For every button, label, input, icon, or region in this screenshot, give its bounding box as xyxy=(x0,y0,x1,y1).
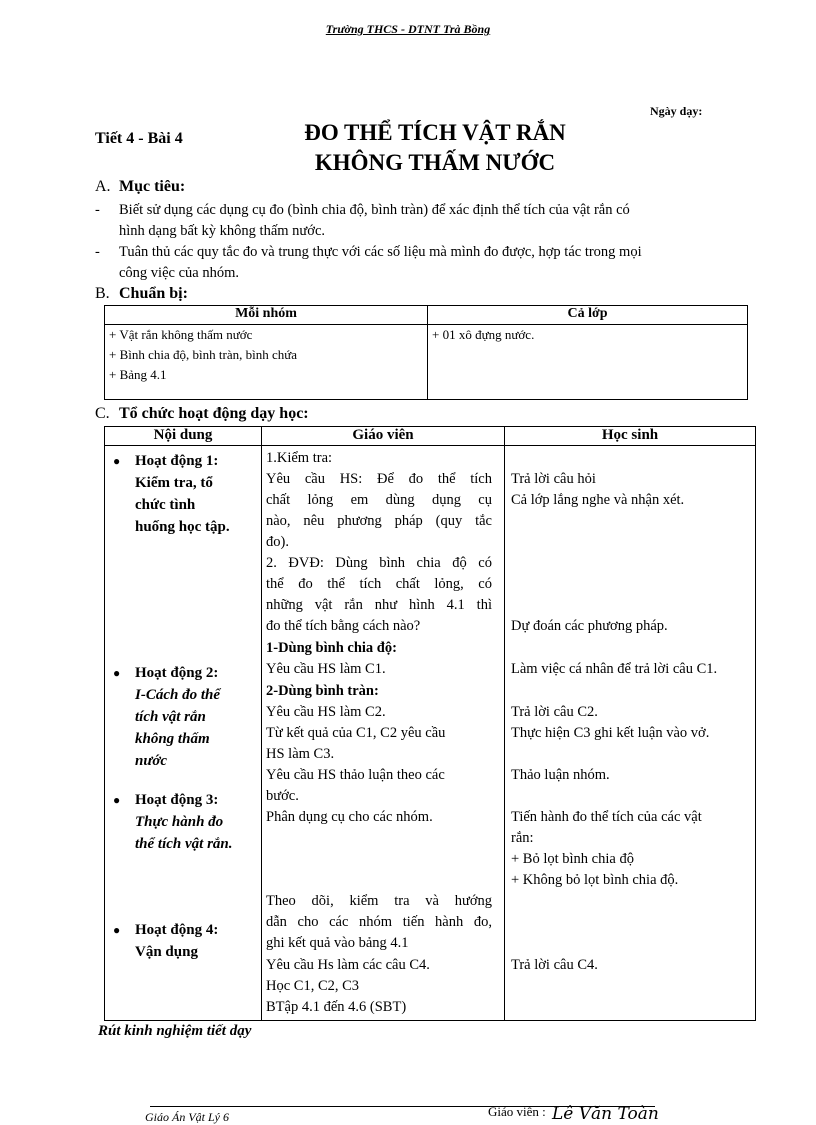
list-item: + 01 xô đựng nước. xyxy=(432,327,535,342)
activity-1-line: huống học tập. xyxy=(135,519,230,535)
teacher-line: dẫn cho các nhóm tiến hành đo, xyxy=(266,914,492,930)
student-line: Trả lời câu hỏi xyxy=(511,471,596,487)
section-a-letter: A. xyxy=(95,178,111,195)
student-line: Thảo luận nhóm. xyxy=(511,767,610,783)
teacher-line: Yêu cầu HS làm C1. xyxy=(266,661,386,677)
col-header-content: Nội dung xyxy=(105,427,262,446)
teacher-column xyxy=(262,446,505,1021)
content-column xyxy=(105,446,262,1021)
activity-2 xyxy=(113,662,253,772)
activity-2-line: nước xyxy=(135,753,168,769)
student-line: Cả lớp lắng nghe và nhận xét. xyxy=(511,492,685,508)
activity-1 xyxy=(113,450,253,538)
student-line: Trả lời câu C2. xyxy=(511,704,598,720)
title-line-1: ĐO THỂ TÍCH VẬT RẮN xyxy=(304,120,566,145)
col-header-student: Học sinh xyxy=(505,427,756,446)
section-a-title: Mục tiêu: xyxy=(119,178,186,195)
activity-2-line: I-Cách đo thể xyxy=(135,687,221,703)
student-line: Tiến hành đo thể tích của các vật xyxy=(511,809,702,825)
teacher-line: Yêu cầu HS: Để đo thể tích xyxy=(266,471,492,487)
student-line: Trả lời câu C4. xyxy=(511,957,598,973)
bullet-icon: ● xyxy=(113,666,121,680)
teacher-line: Theo dõi, kiểm tra và hướng xyxy=(266,893,492,909)
activities-table xyxy=(104,426,756,1021)
teacher-line: Phân dụng cụ cho các nhóm. xyxy=(266,809,433,825)
teacher-line: những vật rắn như hình 4.1 thì xyxy=(266,597,492,613)
teacher-line: Yêu cầu Hs làm các câu C4. xyxy=(266,957,430,973)
section-b-title: Chuẩn bị: xyxy=(119,285,188,302)
activity-4-line: Vận dụng xyxy=(135,944,198,960)
bullet-icon: ● xyxy=(113,923,121,937)
bullet-icon: ● xyxy=(113,454,121,468)
teacher-line: đo thể tích bằng cách nào? xyxy=(266,618,421,634)
footer-teacher-label: Giáo viên : xyxy=(488,1104,546,1119)
student-column xyxy=(505,446,756,1021)
teacher-line: Yêu cầu HS làm C2. xyxy=(266,704,386,720)
student-line: Thực hiện C3 ghi kết luận vào vở. xyxy=(511,725,710,741)
page-title xyxy=(230,118,640,178)
teacher-line: BTập 4.1 đến 4.6 (SBT) xyxy=(266,999,407,1015)
activity-1-line: Hoạt động 1: xyxy=(135,453,219,469)
activity-2-line: Hoạt động 2: xyxy=(135,665,219,681)
activity-3-line: Thực hành đo xyxy=(135,814,224,830)
teacher-line: 1.Kiểm tra: xyxy=(266,450,333,466)
section-a-heading xyxy=(95,178,185,196)
activity-3-line: Hoạt động 3: xyxy=(135,792,219,808)
teacher-line: HS làm C3. xyxy=(266,746,335,762)
teacher-line: 1-Dùng bình chia độ: xyxy=(266,640,397,656)
teacher-line: đo). xyxy=(266,534,289,550)
page-header: Trường THCS - DTNT Trà Bồng xyxy=(325,22,491,36)
list-item: + Bảng 4.1 xyxy=(109,367,167,382)
teacher-line: chất lỏng em dùng dụng cụ xyxy=(266,492,492,508)
date-label: Ngày dạy: xyxy=(650,104,703,118)
activity-4 xyxy=(113,919,253,963)
objective-1-line-2: hình dạng bất kỳ không thấm nước. xyxy=(119,223,326,239)
section-c-letter: C. xyxy=(95,405,110,422)
teacher-line: Từ kết quả của C1, C2 yêu cầu xyxy=(266,725,446,741)
preparation-table xyxy=(104,305,748,400)
list-item: + Vật rắn không thấm nước xyxy=(109,327,253,342)
objective-1-line-1: Biết sử dụng các dụng cụ đo (bình chia độ, bình tràn) để xác định thể tích của vật rắn có xyxy=(119,202,630,218)
lesson-label: Tiết 4 - Bài 4 xyxy=(95,130,183,147)
list-bullet: - xyxy=(95,244,100,260)
lesson-reflection-label: Rút kinh nghiệm tiết dạy xyxy=(98,1023,252,1039)
footer-subject: Giáo Án Vật Lý 6 xyxy=(145,1110,229,1124)
activity-4-line: Hoạt động 4: xyxy=(135,922,219,938)
teacher-line: Học C1, C2, C3 xyxy=(266,978,360,994)
section-b-letter: B. xyxy=(95,285,110,302)
section-c-heading xyxy=(95,405,309,423)
class-items xyxy=(428,325,748,400)
student-line: Làm việc cá nhân để trả lời câu C1. xyxy=(511,661,718,677)
section-b-heading xyxy=(95,285,188,303)
activity-2-line: không thấm xyxy=(135,731,210,747)
teacher-line: 2. ĐVĐ: Dùng bình chia độ có xyxy=(266,555,492,571)
activity-3 xyxy=(113,789,253,855)
list-bullet: - xyxy=(95,202,100,218)
teacher-line: ghi kết quả vào bảng 4.1 xyxy=(266,935,409,951)
activity-1-line: Kiểm tra, tổ xyxy=(135,475,213,491)
activity-1-line: chức tình xyxy=(135,497,196,513)
teacher-line: Yêu cầu HS thảo luận theo các xyxy=(266,767,445,783)
teacher-line: bước. xyxy=(266,788,299,804)
teacher-line: nào, nêu phương pháp (quy tắc xyxy=(266,513,492,529)
col-header-teacher: Giáo viên xyxy=(262,427,505,446)
teacher-line: thể đo thể tích chất lỏng, có xyxy=(266,576,492,592)
list-item: + Bình chia độ, bình tràn, bình chứa xyxy=(109,347,298,362)
objective-2-line-1: Tuân thủ các quy tắc đo và trung thực với các số liệu mà mình đo được, hợp tác trong mọi xyxy=(119,244,642,260)
section-c-title: Tổ chức hoạt động dạy học: xyxy=(119,405,309,422)
col-header-group: Mỗi nhóm xyxy=(105,306,428,325)
student-line: + Không bỏ lọt bình chia độ. xyxy=(511,872,679,888)
col-header-class: Cả lớp xyxy=(428,306,748,325)
student-line: rắn: xyxy=(511,830,534,846)
bullet-icon: ● xyxy=(113,793,121,807)
objectives-list xyxy=(95,200,765,284)
footer-teacher-name: Lê Văn Toàn xyxy=(552,1104,659,1124)
student-line: + Bỏ lọt bình chia độ xyxy=(511,851,634,867)
teacher-line: 2-Dùng bình tràn: xyxy=(266,683,379,699)
objective-2-line-2: công việc của nhóm. xyxy=(119,265,239,281)
student-line: Dự đoán các phương pháp. xyxy=(511,618,668,634)
title-line-2: KHÔNG THẤM NƯỚC xyxy=(314,150,556,175)
group-items xyxy=(105,325,428,400)
activity-3-line: thể tích vật rắn. xyxy=(135,836,233,852)
activity-2-line: tích vật rắn xyxy=(135,709,206,725)
